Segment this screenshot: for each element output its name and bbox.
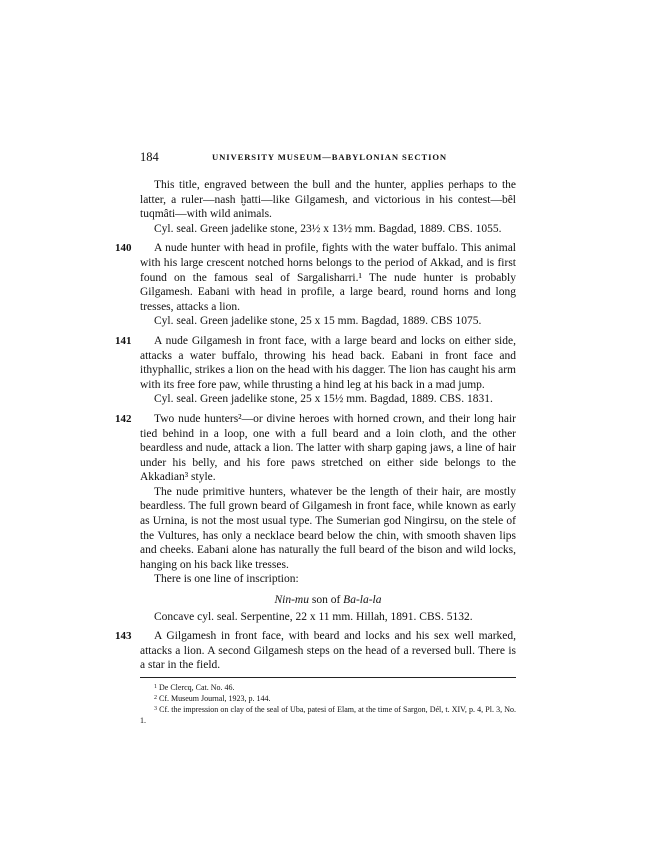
intro-paragraph: This title, engraved between the bull and the hunter, applies perhaps to the latter, a ruler—nash ḫatti—like Gilgamesh, and victorious in his contest—bêl tuqmâti—with wild animals. — [140, 179, 516, 221]
footnote-mark: 3 — [154, 706, 157, 712]
footnote-mark: 1 — [154, 684, 157, 690]
footnote-text: Cf. Museum Journal, 1923, p. 144. — [159, 694, 271, 703]
entry-143 — [115, 629, 516, 673]
entry-140 — [115, 241, 516, 329]
entry-142 — [115, 412, 516, 624]
entry-inscription-intro: There is one line of inscription: — [154, 573, 299, 586]
entry-141 — [115, 334, 516, 407]
entry-number: 141 — [115, 334, 132, 347]
intro-catalog: Cyl. seal. Green jadelike stone, 23½ x 13½ mm. Bagdad, 1889. CBS. 1055. — [154, 222, 502, 235]
inscription-name-a: Nin-mu — [274, 594, 309, 607]
footnotes — [140, 682, 516, 726]
footnote-mark: 2 — [154, 695, 157, 701]
running-title: UNIVERSITY MUSEUM—BABYLONIAN SECTION — [212, 152, 448, 162]
entry-description: A nude hunter with head in profile, fights with the water buffalo. This animal with his large crescent notched horns belongs to the period of Akkad, and is first found on the famous seal of Sargalisharri.¹ The nude hunter is probably Gilgamesh. Eabani with head in profile, a large beard, round horns and long tresses, attacks a lion. — [140, 242, 516, 313]
entry-description: A nude Gilgamesh in front face, with a large beard and locks on either side, attacks a water buffalo, throwing his head back. Eabani in front face and ithyphallic, strikes a lion on the head with his dagger. The lion has caught his arm with its free fore paw, while thrusting a hind leg at his back in a mad jump. — [140, 334, 516, 391]
page-header — [140, 150, 516, 166]
inscription-name-b: Ba-la-la — [343, 594, 382, 607]
entry-discussion: The nude primitive hunters, whatever be the length of their hair, are mostly beardless. The full grown beard of Gilgamesh in front face, while known as early as Urnina, is not the most usual type. The Sumerian god Ningirsu, on the stele of the Vultures, has only a necklace beard below the chin, with smooth shaven lips and cheeks. Eabani alone has naturally the full beard of the bison and wild locks, hanging on his back like tresses. — [140, 485, 516, 571]
footnote — [140, 704, 516, 726]
page-number: 184 — [140, 150, 159, 164]
inscription-connector: son of — [308, 594, 344, 607]
entry-number: 140 — [115, 242, 132, 255]
footnote-divider — [140, 677, 516, 678]
footnote — [140, 682, 516, 693]
inscription-line — [140, 593, 516, 608]
footnote-text: De Clercq, Cat. No. 46. — [159, 683, 235, 692]
footnote-text: Cf. the impression on clay of the seal of Uba, patesi of Elam, at the time of Sargon, Dél, t. XIV, p. 4, Pl. 3, No. 1. — [140, 705, 517, 725]
entry-number: 142 — [115, 412, 132, 425]
entry-description: A Gilgamesh in front face, with beard and locks and his sex well marked, attacks a lion. A second Gilgamesh steps on the head of a reversed bull. There is a star in the field. — [140, 630, 516, 672]
footnote — [140, 693, 516, 704]
entry-catalog: Cyl. seal. Green jadelike stone, 25 x 15 mm. Bagdad, 1889. CBS 1075. — [154, 315, 482, 328]
page-body — [115, 178, 517, 726]
entry-description: Two nude hunters²—or divine heroes with horned crown, and their long hair tied behind in a loop, one with a full beard and a loin cloth, and the other beardless and nude, attack a lion. The latter with sharp gaping jaws, a line of hair under his belly, and his fore paws stretched on either side belongs to the Akkadian³ style. — [140, 412, 516, 484]
entry-number: 143 — [115, 630, 132, 643]
entry-catalog: Concave cyl. seal. Serpentine, 22 x 11 mm. Hillah, 1891. CBS. 5132. — [154, 610, 473, 623]
entry-catalog: Cyl. seal. Green jadelike stone, 25 x 15½ mm. Bagdad, 1889. CBS. 1831. — [154, 393, 493, 406]
